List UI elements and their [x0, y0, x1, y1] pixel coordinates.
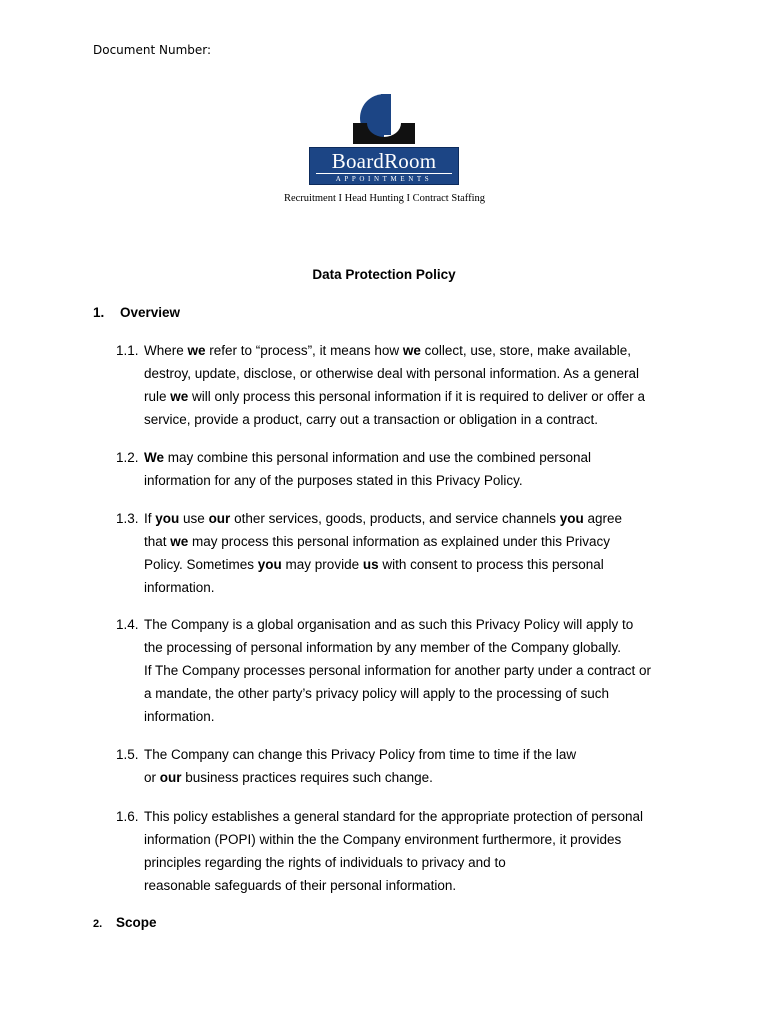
clause-line: Where we refer to “process”, it means how we collect, use, store, make available, [144, 343, 631, 358]
clause-line: or our business practices requires such change. [144, 770, 433, 785]
logo-tagline: Recruitment I Head Hunting I Contract Staffing [283, 193, 485, 204]
clause-text [144, 613, 696, 728]
document-title: Data Protection Policy [312, 267, 456, 282]
clause-number: 1.3. [116, 511, 139, 526]
clause-line: Policy. Sometimes you may provide us with consent to process this personal [144, 557, 604, 572]
clause-number: 1.1. [116, 343, 139, 358]
clause-number: 1.4. [116, 617, 139, 632]
clause-1-5 [116, 743, 696, 789]
clause-line: reasonable safeguards of their personal information. [144, 878, 457, 893]
clause-line: destroy, update, disclose, or otherwise deal with personal information. As a general [144, 366, 640, 381]
clause-text [144, 339, 696, 431]
clause-text [144, 507, 696, 599]
clause-1-2 [116, 446, 696, 492]
clause-1-6 [116, 805, 696, 897]
section-number: 2. [93, 918, 103, 930]
clause-line: a mandate, the other party’s privacy policy will apply to the processing of such [144, 686, 609, 701]
clause-line: information (POPI) within the the Company environment furthermore, it provides [144, 832, 622, 847]
clause-text [144, 805, 696, 897]
clause-number: 1.5. [116, 747, 139, 762]
clause-1-1 [116, 339, 696, 431]
logo-name: BoardRoom [331, 149, 437, 173]
clause-line: the processing of personal information by any member of the Company globally. [144, 640, 622, 655]
clause-1-4 [116, 613, 696, 728]
clause-line: If you use our other services, goods, products, and service channels you agree [144, 511, 623, 526]
section-title: Scope [116, 915, 157, 930]
logo-emblem-icon [353, 94, 415, 144]
clause-line: information. [144, 709, 215, 724]
document-number-label: Document Number: [93, 43, 212, 57]
clause-line: The Company can change this Privacy Policy from time to time if the law [144, 747, 577, 762]
logo-wordmark [309, 147, 459, 185]
clause-line: rule we will only process this personal information if it is required to deliver or offer a [144, 389, 645, 404]
clause-line: information. [144, 580, 215, 595]
section-heading-overview [93, 305, 180, 320]
clause-line: We may combine this personal information and use the combined personal [144, 450, 592, 465]
section-heading-scope [93, 915, 157, 930]
clause-line: information for any of the purposes stated in this Privacy Policy. [144, 473, 523, 488]
clause-number: 1.2. [116, 450, 139, 465]
clause-1-3 [116, 507, 696, 599]
section-number: 1. [93, 305, 105, 320]
clause-text [144, 446, 696, 492]
clause-line: The Company is a global organisation and as such this Privacy Policy will apply to [144, 617, 634, 632]
clause-line: This policy establishes a general standard for the appropriate protection of personal [144, 809, 644, 824]
clause-line: If The Company processes personal information for another party under a contract or [144, 663, 652, 678]
clause-line: principles regarding the rights of individuals to privacy and to [144, 855, 506, 870]
clause-line: service, provide a product, carry out a transaction or obligation in a contract. [144, 412, 598, 427]
logo-subname: APPOINTMENTS [316, 173, 452, 184]
section-title: Overview [120, 305, 181, 320]
clause-number: 1.6. [116, 809, 139, 824]
clause-line: that we may process this personal information as explained under this Privacy [144, 534, 611, 549]
clause-text [144, 743, 696, 789]
company-logo [272, 90, 497, 210]
